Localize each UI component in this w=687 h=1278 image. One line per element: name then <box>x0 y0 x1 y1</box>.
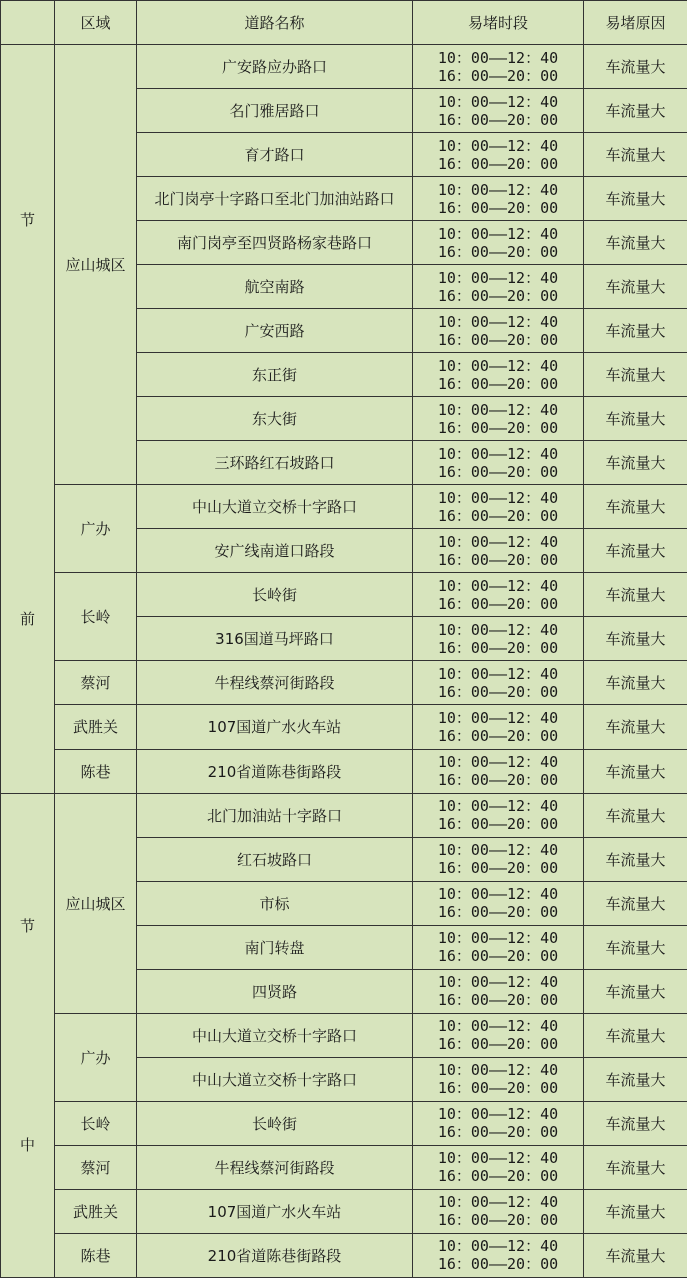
time-slot-morning: 10：00——12：40 <box>437 576 559 595</box>
header-reason: 易堵原因 <box>584 1 687 45</box>
time-slot-morning: 10：00——12：40 <box>437 841 559 860</box>
congestion-reason-cell: 车流量大 <box>584 89 687 133</box>
time-slot-evening: 16：00——20：00 <box>437 1123 559 1142</box>
road-name-cell: 南门转盘 <box>137 925 413 969</box>
congestion-time-cell <box>413 1057 584 1101</box>
table-row <box>1 1233 687 1277</box>
period-char: 节 <box>19 917 35 936</box>
time-slot-evening: 16：00——20：00 <box>437 462 559 481</box>
road-name-cell: 育才路口 <box>137 133 413 177</box>
congestion-reason-cell: 车流量大 <box>584 133 687 177</box>
congestion-reason-cell: 车流量大 <box>584 749 687 793</box>
area-cell: 武胜关 <box>55 705 137 749</box>
road-name-cell: 长岭街 <box>137 573 413 617</box>
congestion-reason-cell: 车流量大 <box>584 265 687 309</box>
congestion-time-cell <box>413 573 584 617</box>
header-area: 区域 <box>55 1 137 45</box>
time-slot-evening: 16：00——20：00 <box>437 947 559 966</box>
congestion-time-cell <box>413 705 584 749</box>
time-slot-evening: 16：00——20：00 <box>437 1255 559 1274</box>
road-name-cell: 红石坡路口 <box>137 837 413 881</box>
time-slot-evening: 16：00——20：00 <box>437 66 559 85</box>
congestion-time-cell <box>413 1101 584 1145</box>
congestion-reason-cell: 车流量大 <box>584 221 687 265</box>
road-name-cell: 中山大道立交桥十字路口 <box>137 485 413 529</box>
header-period <box>1 1 55 45</box>
congestion-time-cell <box>413 1233 584 1277</box>
road-name-cell: 中山大道立交桥十字路口 <box>137 1057 413 1101</box>
congestion-time-cell <box>413 1145 584 1189</box>
period-char: 中 <box>19 1136 35 1155</box>
time-slot-morning: 10：00——12：40 <box>437 312 559 331</box>
road-name-cell: 市标 <box>137 881 413 925</box>
time-slot-morning: 10：00——12：40 <box>437 753 559 772</box>
road-name-cell: 北门岗亭十字路口至北门加油站路口 <box>137 177 413 221</box>
time-slot-evening: 16：00——20：00 <box>437 815 559 834</box>
time-slot-morning: 10：00——12：40 <box>437 92 559 111</box>
table-row <box>1 1101 687 1145</box>
table-row <box>1 793 687 837</box>
time-slot-morning: 10：00——12：40 <box>437 664 559 683</box>
time-slot-morning: 10：00——12：40 <box>437 224 559 243</box>
time-slot-evening: 16：00——20：00 <box>437 1211 559 1230</box>
area-cell: 陈巷 <box>55 1233 137 1277</box>
road-name-cell: 航空南路 <box>137 265 413 309</box>
congestion-time-cell <box>413 133 584 177</box>
table-header <box>1 1 687 45</box>
time-slot-morning: 10：00——12：40 <box>437 929 559 948</box>
road-name-cell: 南门岗亭至四贤路杨家巷路口 <box>137 221 413 265</box>
time-slot-evening: 16：00——20：00 <box>437 682 559 701</box>
time-slot-evening: 16：00——20：00 <box>437 418 559 437</box>
time-slot-evening: 16：00——20：00 <box>437 991 559 1010</box>
table-row <box>1 573 687 617</box>
time-slot-morning: 10：00——12：40 <box>437 797 559 816</box>
area-cell: 应山城区 <box>55 793 137 1013</box>
table-row <box>1 485 687 529</box>
congestion-time-cell <box>413 45 584 89</box>
congestion-time-cell <box>413 617 584 661</box>
congestion-reason-cell: 车流量大 <box>584 177 687 221</box>
time-slot-evening: 16：00——20：00 <box>437 594 559 613</box>
congestion-reason-cell: 车流量大 <box>584 793 687 837</box>
period-label <box>1 209 54 629</box>
road-name-cell: 安广线南道口路段 <box>137 529 413 573</box>
congestion-reason-cell: 车流量大 <box>584 925 687 969</box>
congestion-reason-cell: 车流量大 <box>584 1013 687 1057</box>
time-slot-evening: 16：00——20：00 <box>437 110 559 129</box>
area-cell: 蔡河 <box>55 1145 137 1189</box>
road-name-cell: 316国道马坪路口 <box>137 617 413 661</box>
congestion-time-cell <box>413 265 584 309</box>
table-row <box>1 749 687 793</box>
time-slot-morning: 10：00——12：40 <box>437 532 559 551</box>
congestion-time-cell <box>413 749 584 793</box>
road-name-cell: 中山大道立交桥十字路口 <box>137 1013 413 1057</box>
congestion-reason-cell: 车流量大 <box>584 837 687 881</box>
road-name-cell: 东正街 <box>137 353 413 397</box>
area-cell: 陈巷 <box>55 749 137 793</box>
time-slot-morning: 10：00——12：40 <box>437 48 559 67</box>
time-slot-morning: 10：00——12：40 <box>437 444 559 463</box>
road-name-cell: 210省道陈巷街路段 <box>137 749 413 793</box>
time-slot-morning: 10：00——12：40 <box>437 973 559 992</box>
time-slot-morning: 10：00——12：40 <box>437 885 559 904</box>
congestion-reason-cell: 车流量大 <box>584 1233 687 1277</box>
time-slot-morning: 10：00——12：40 <box>437 400 559 419</box>
header-row <box>1 1 687 45</box>
congestion-reason-cell: 车流量大 <box>584 45 687 89</box>
time-slot-morning: 10：00——12：40 <box>437 180 559 199</box>
road-name-cell: 广安路应办路口 <box>137 45 413 89</box>
congestion-time-cell <box>413 837 584 881</box>
congestion-reason-cell: 车流量大 <box>584 1101 687 1145</box>
table-row <box>1 1189 687 1233</box>
time-slot-evening: 16：00——20：00 <box>437 330 559 349</box>
congestion-time-cell <box>413 221 584 265</box>
road-name-cell: 北门加油站十字路口 <box>137 793 413 837</box>
congestion-time-cell <box>413 925 584 969</box>
road-name-cell: 牛程线蔡河街路段 <box>137 1145 413 1189</box>
congestion-reason-cell: 车流量大 <box>584 881 687 925</box>
congestion-time-cell <box>413 881 584 925</box>
congestion-reason-cell: 车流量大 <box>584 1057 687 1101</box>
area-cell: 武胜关 <box>55 1189 137 1233</box>
time-slot-evening: 16：00——20：00 <box>437 638 559 657</box>
time-slot-evening: 16：00——20：00 <box>437 1079 559 1098</box>
header-time: 易堵时段 <box>413 1 584 45</box>
area-cell: 应山城区 <box>55 45 137 485</box>
road-name-cell: 210省道陈巷街路段 <box>137 1233 413 1277</box>
congestion-time-cell <box>413 1013 584 1057</box>
time-slot-evening: 16：00——20：00 <box>437 903 559 922</box>
time-slot-evening: 16：00——20：00 <box>437 726 559 745</box>
road-name-cell: 长岭街 <box>137 1101 413 1145</box>
congestion-reason-cell: 车流量大 <box>584 353 687 397</box>
congestion-reason-cell: 车流量大 <box>584 969 687 1013</box>
congestion-reason-cell: 车流量大 <box>584 617 687 661</box>
road-name-cell: 牛程线蔡河街路段 <box>137 661 413 705</box>
period-char: 前 <box>19 609 35 628</box>
road-name-cell: 东大街 <box>137 397 413 441</box>
congestion-reason-cell: 车流量大 <box>584 661 687 705</box>
time-slot-morning: 10：00——12：40 <box>437 1193 559 1212</box>
time-slot-morning: 10：00——12：40 <box>437 1105 559 1124</box>
time-slot-evening: 16：00——20：00 <box>437 374 559 393</box>
congestion-time-cell <box>413 89 584 133</box>
time-slot-morning: 10：00——12：40 <box>437 136 559 155</box>
time-slot-evening: 16：00——20：00 <box>437 1167 559 1186</box>
time-slot-evening: 16：00——20：00 <box>437 859 559 878</box>
time-slot-morning: 10：00——12：40 <box>437 268 559 287</box>
congestion-time-cell <box>413 309 584 353</box>
table-row <box>1 705 687 749</box>
congestion-reason-cell: 车流量大 <box>584 1145 687 1189</box>
congestion-time-cell <box>413 397 584 441</box>
period-cell <box>1 45 55 794</box>
area-cell: 蔡河 <box>55 661 137 705</box>
time-slot-evening: 16：00——20：00 <box>437 198 559 217</box>
time-slot-evening: 16：00——20：00 <box>437 286 559 305</box>
congestion-reason-cell: 车流量大 <box>584 441 687 485</box>
table-row <box>1 661 687 705</box>
period-cell <box>1 793 55 1277</box>
area-cell: 长岭 <box>55 573 137 661</box>
period-label <box>1 915 54 1155</box>
time-slot-morning: 10：00——12：40 <box>437 620 559 639</box>
road-name-cell: 名门雅居路口 <box>137 89 413 133</box>
congestion-reason-cell: 车流量大 <box>584 573 687 617</box>
area-cell: 广办 <box>55 485 137 573</box>
congestion-time-cell <box>413 177 584 221</box>
congestion-reason-cell: 车流量大 <box>584 1189 687 1233</box>
header-road: 道路名称 <box>137 1 413 45</box>
congestion-time-cell <box>413 485 584 529</box>
time-slot-evening: 16：00——20：00 <box>437 154 559 173</box>
time-slot-evening: 16：00——20：00 <box>437 1035 559 1054</box>
road-name-cell: 107国道广水火车站 <box>137 1189 413 1233</box>
time-slot-morning: 10：00——12：40 <box>437 356 559 375</box>
congestion-time-cell <box>413 353 584 397</box>
time-slot-evening: 16：00——20：00 <box>437 242 559 261</box>
time-slot-evening: 16：00——20：00 <box>437 506 559 525</box>
congestion-time-cell <box>413 529 584 573</box>
congestion-time-cell <box>413 969 584 1013</box>
time-slot-morning: 10：00——12：40 <box>437 1017 559 1036</box>
congestion-reason-cell: 车流量大 <box>584 309 687 353</box>
area-cell: 长岭 <box>55 1101 137 1145</box>
congestion-time-cell <box>413 661 584 705</box>
congestion-reason-cell: 车流量大 <box>584 397 687 441</box>
time-slot-morning: 10：00——12：40 <box>437 488 559 507</box>
congestion-reason-cell: 车流量大 <box>584 529 687 573</box>
road-name-cell: 107国道广水火车站 <box>137 705 413 749</box>
road-name-cell: 三环路红石坡路口 <box>137 441 413 485</box>
time-slot-evening: 16：00——20：00 <box>437 550 559 569</box>
time-slot-evening: 16：00——20：00 <box>437 771 559 790</box>
congestion-time-cell <box>413 793 584 837</box>
time-slot-morning: 10：00——12：40 <box>437 708 559 727</box>
road-name-cell: 四贤路 <box>137 969 413 1013</box>
congestion-time-cell <box>413 441 584 485</box>
congestion-reason-cell: 车流量大 <box>584 705 687 749</box>
congestion-reason-cell: 车流量大 <box>584 485 687 529</box>
period-char: 节 <box>19 210 35 229</box>
area-cell: 广办 <box>55 1013 137 1101</box>
table-row <box>1 1145 687 1189</box>
time-slot-morning: 10：00——12：40 <box>437 1237 559 1256</box>
table-body <box>1 45 687 1278</box>
table-row <box>1 45 687 89</box>
time-slot-morning: 10：00——12：40 <box>437 1061 559 1080</box>
congestion-time-cell <box>413 1189 584 1233</box>
time-slot-morning: 10：00——12：40 <box>437 1149 559 1168</box>
road-name-cell: 广安西路 <box>137 309 413 353</box>
table-row <box>1 1013 687 1057</box>
